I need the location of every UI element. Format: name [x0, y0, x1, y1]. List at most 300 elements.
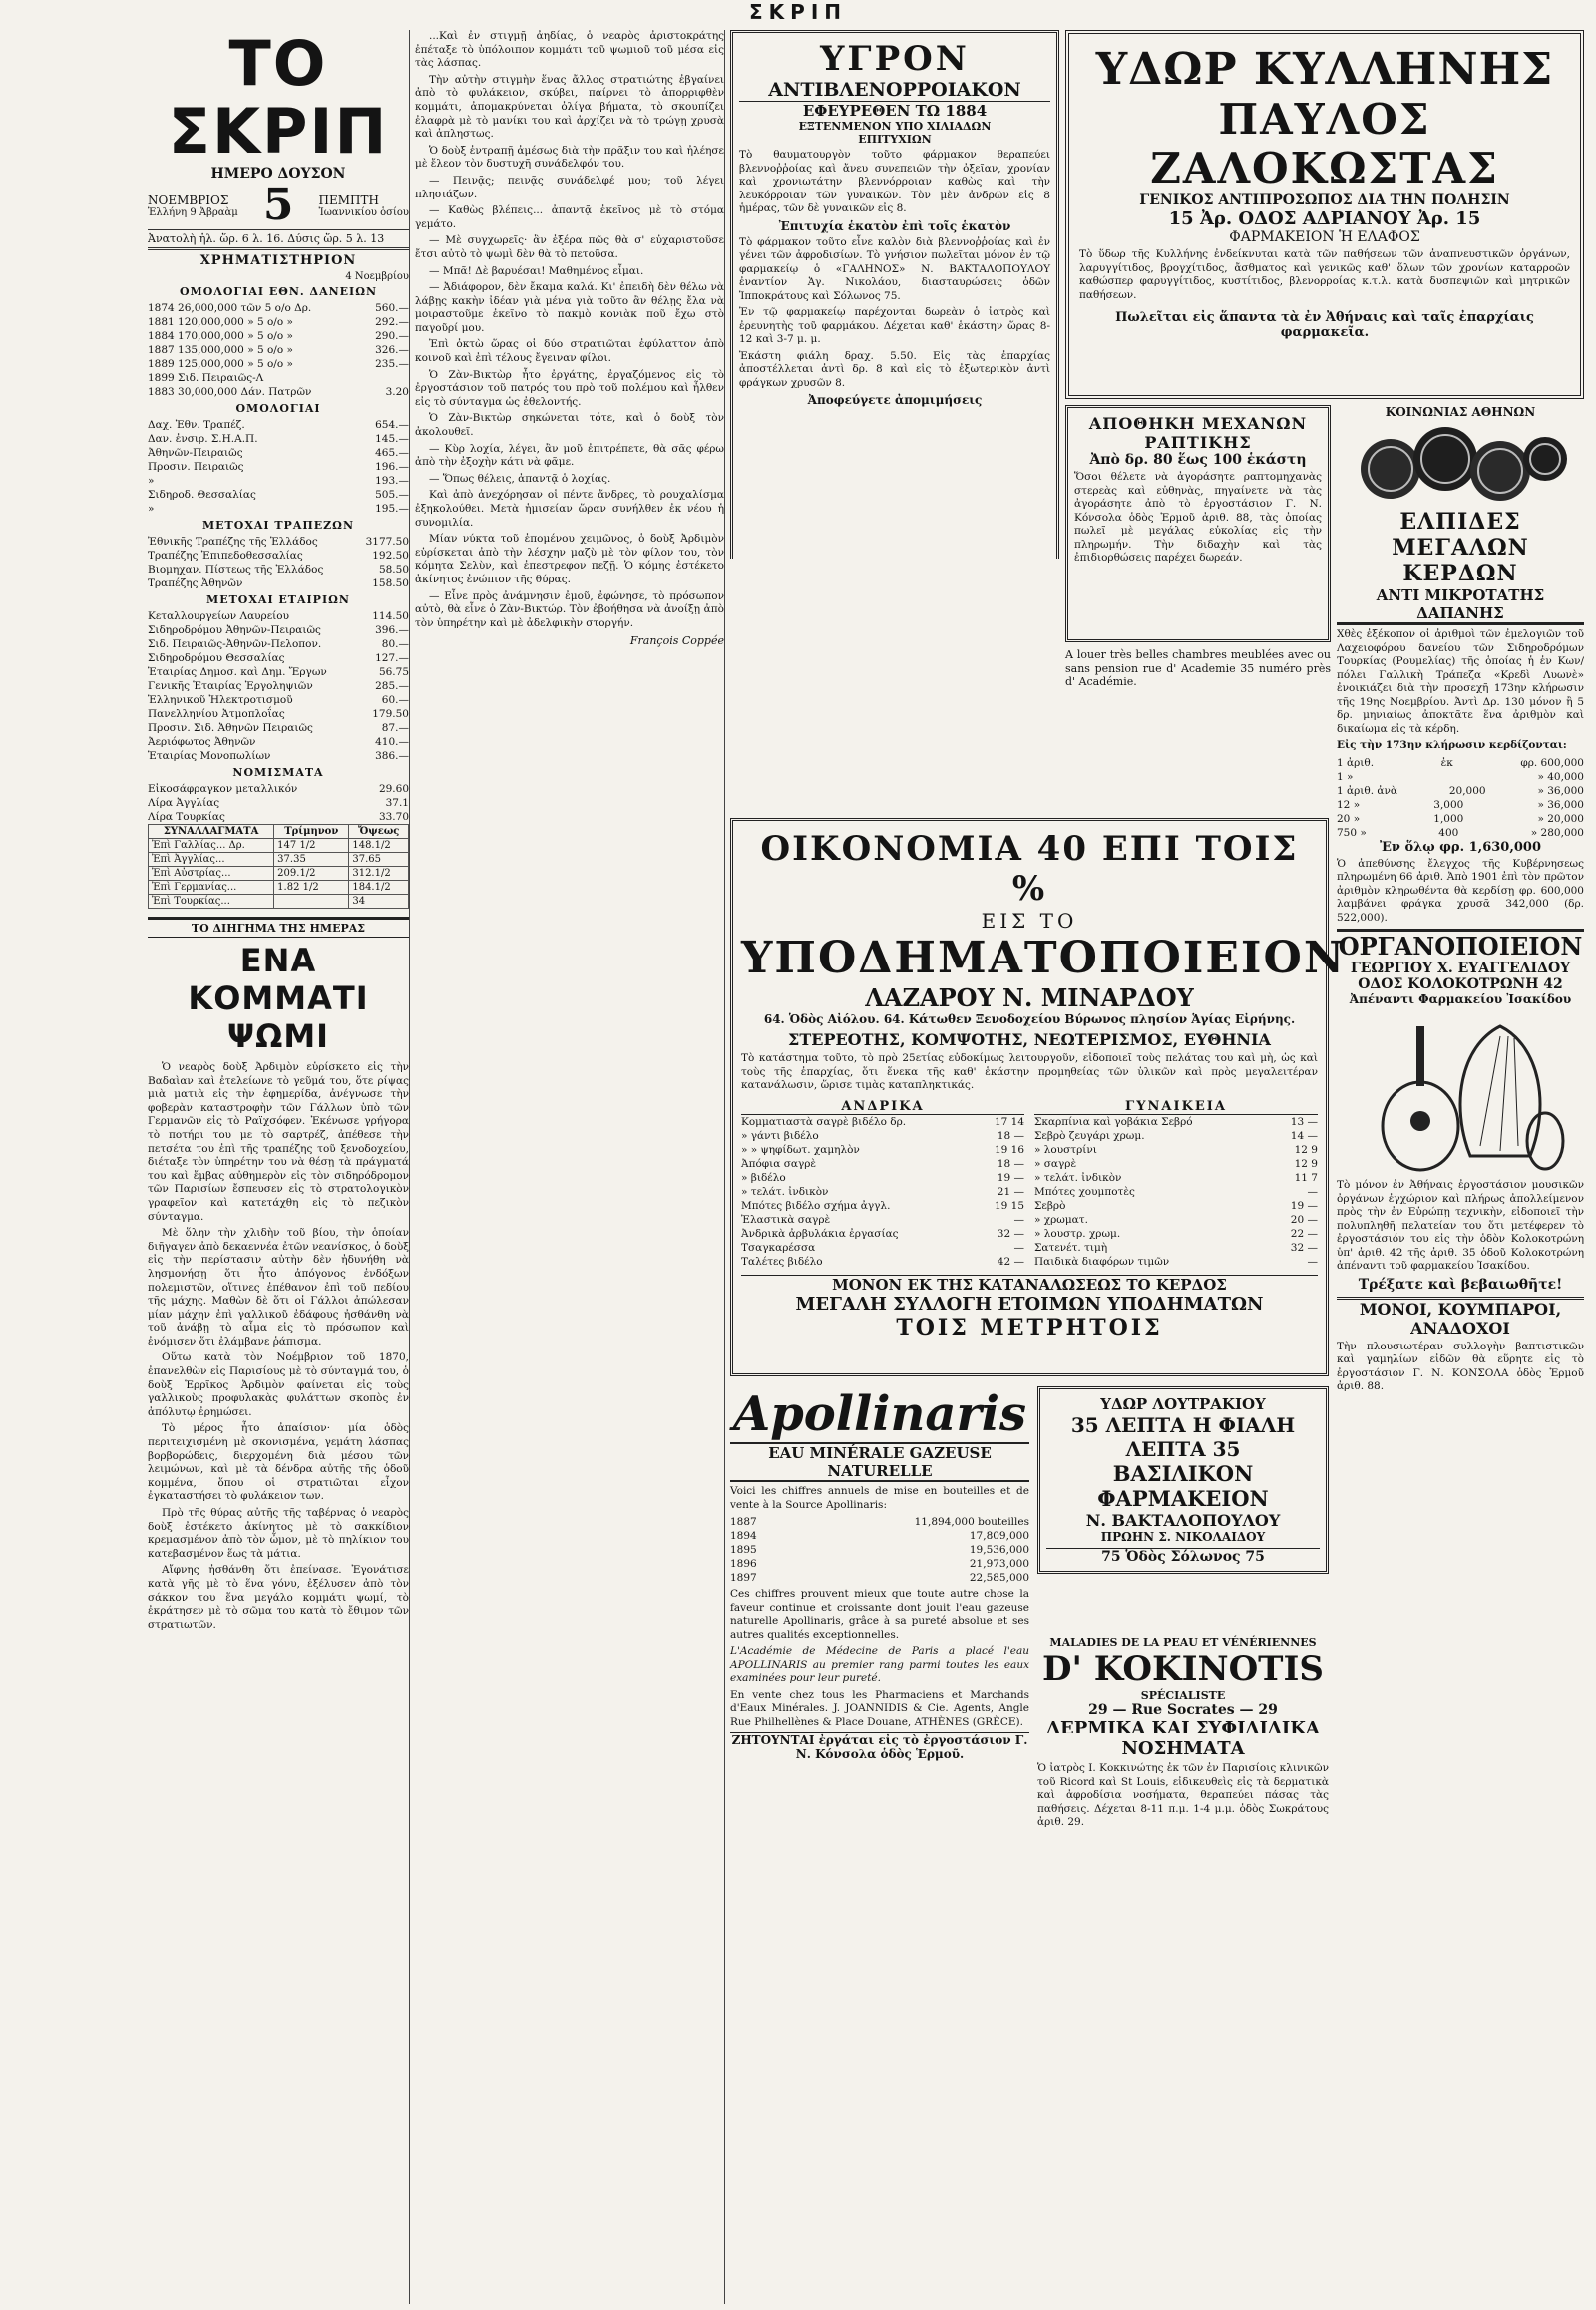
loan-row — [148, 315, 409, 329]
money-title: ΝΟΜΙΣΜΑΤΑ — [232, 766, 324, 779]
stat-row-cell-1: 19,536,000 — [969, 1544, 1029, 1556]
story-paragraph: — Ἀδιάφορον, δὲν ἔκαμα καλά. Κι' ἐπειδὴ δὲν θέλω νὰ λάβῃς κακὴν ἰδέαν γιὰ μένα γιὰ τοῦτο ἂν θέλῃς ἔλα νὰ μοιραστοῦμε ἐκεῖνο τὸ πακμὸ κονιὰκ ποῦ ἔχω στὸ παγοῦρί μου. — [415, 281, 724, 334]
kokinotis-name: D' KOKINOTIS — [1042, 1649, 1324, 1689]
women-price-row-cell-0: Σατενέτ. τιμὴ — [1034, 1241, 1108, 1254]
prize-row-cell-0: 1 ἀριθ. ἀνὰ — [1337, 784, 1397, 797]
company-row-cell-1: 127.— — [375, 652, 409, 664]
men-price-row-cell-1: 18 — — [997, 1129, 1024, 1142]
bond-row-cell-1: 195.— — [375, 503, 409, 515]
loan-row-cell-1: 3.20 — [385, 386, 409, 398]
share-row — [148, 563, 409, 577]
men-price-row-cell-1: — — [1013, 1213, 1024, 1226]
economy-foot2: ΜΕΓΑΛΗ ΣΥΛΛΟΓΗ ΕΤΟΙΜΩΝ ΥΠΟΔΗΜΑΤΩΝ — [795, 1293, 1264, 1315]
column-market — [148, 30, 410, 2304]
company-row-cell-0: Ἀεριόφωτος Ἀθηνῶν — [148, 736, 256, 748]
loan-row-cell-1: 290.— — [375, 330, 409, 342]
story-paragraph: Μὲ ὅλην τὴν χλιδὴν τοῦ βίου, τὴν ὁποίαν διῆγαγεν ἀπὸ δεκαεννέα ἐτῶν νεανίσκος, ὁ δοὺξ εἰς τὴν περίστασιν αὐτὴν δὲν ἠδυνήθη νὰ λησμονήσῃ ὅτι ἦτο ἀπόγονος ἐνδόξων πολεμιστῶν, οἵτινες ἐπέθανον ἐπὶ τοῦ πεδίου τῆς μάχης. Μαθὼν δὲ ὅτι οἱ Γάλλοι ἀπώλεσαν μίαν μάχην ἐπὶ γαλλικοῦ ἐδάφους ἠσθάνθη νὰ τοῦ ἀνάβῃ τὸ αἷμα εἰς τὸ πρόσωπον καὶ ἐνόμισεν ὅτι ἐλάμβανε ῥάπισμα. — [148, 1227, 409, 1348]
column-right — [1337, 405, 1584, 1397]
bond-row — [148, 446, 409, 460]
story-paragraph: — Ὅπως θέλεις, ἀπαντᾷ ὁ λοχίας. — [429, 472, 611, 485]
men-price-row-cell-0: Ταλέτες βιδέλο — [741, 1255, 823, 1268]
company-row-cell-0: Ἑταιρίας Δημοσ. καὶ Δημ. Ἔργων — [148, 666, 327, 678]
loan-row-cell-0: 1887 135,000,000 » 5 ο/ο » — [148, 344, 293, 356]
bonds-title: ΟΜΟΛΟΓΙΑΙ — [235, 402, 321, 415]
women-price-row-cell-0: » τελάτ. ἰνδικὸν — [1034, 1171, 1122, 1184]
company-row-cell-0: Σιδ. Πειραιῶς-Ἀθηνῶν-Πελοπον. — [148, 638, 322, 650]
women-price-row — [1034, 1143, 1318, 1157]
masthead-title: ΤΟ ΣΚΡΙΠ — [168, 30, 389, 168]
apotheke-title: ΑΠΟΘΗΚΗ ΜΕΧΑΝΩΝ ΡΑΠΤΙΚΗΣ — [1088, 414, 1308, 452]
fx-cell-1: 209.1/2 — [274, 867, 349, 881]
company-row-cell-1: 285.— — [375, 680, 409, 692]
lottery-header: ΚΟΙΝΩΝΙΑΣ ΑΘΗΝΩΝ — [1385, 405, 1536, 419]
share-row-cell-0: Τραπέζης Ἐπιπεδοθεσσαλίας — [148, 550, 303, 562]
prize-row-cell-2: φρ. 600,000 — [1520, 756, 1584, 769]
women-price-row-cell-0: Σεβρὸ — [1034, 1199, 1066, 1212]
loan-row — [148, 343, 409, 357]
women-price-row — [1034, 1213, 1318, 1227]
bond-row-cell-0: Σιδηροδ. Θεσσαλίας — [148, 489, 256, 501]
kokinotis-diseases: ΝΟΣΗΜΑΤΑ — [1121, 1738, 1245, 1759]
women-price-row-cell-1: — — [1307, 1185, 1318, 1198]
share-row-cell-0: Βιομηχαν. Πίστεως τῆς Ἑλλάδος — [148, 564, 324, 576]
fx-header-2: Ὄψεως — [349, 825, 409, 839]
money-row-cell-0: Λίρα Ἀγγλίας — [148, 797, 220, 809]
fx-cell-1 — [274, 895, 349, 909]
men-price-row-cell-1: 19 15 — [994, 1199, 1024, 1212]
bond-row-cell-0: » — [148, 503, 155, 515]
company-row — [148, 735, 409, 749]
loan-row-cell-0: 1889 125,000,000 » 5 ο/ο » — [148, 358, 293, 370]
story-paragraph: — Εἶνε πρὸς ἀνάμνησιν ἐμοῦ, ἐφώνησε, τὸ πρόσωπον αὐτὸ, θὰ εἶνε ὁ Ζὰν-Βικτώρ. Τὸν ἐβοήθησα νὰ ἀνοίξῃ ἀπὸ τὸν ὑπηρέτην καὶ μὲ ἀδελφικὴν στοργήν. — [415, 589, 724, 629]
loan-row-cell-1: 560.— — [375, 302, 409, 314]
women-price-row-cell-1: 11 7 — [1294, 1171, 1318, 1184]
bonds-list — [148, 418, 409, 516]
men-price-row-cell-0: » » ψηφίδωτ. χαμηλὸν — [741, 1143, 860, 1156]
stat-row-cell-1: 22,585,000 — [969, 1572, 1029, 1584]
ad-economy — [730, 818, 1347, 1376]
fx-row — [149, 881, 409, 895]
kokinotis-body: Ὁ ἰατρὸς Ι. Κοκκινώτης ἐκ τῶν ἐν Παρισίοις κλινικῶν τοῦ Ricord καὶ St Louis, εἰδικευθεὶς εἰς τὰ δερματικὰ καὶ ἀφροδίσια νοσήματα, θεραπεύει πάσας τὰς παθήσεις. Δέχεται 8-11 π.μ. 1-4 μ.μ. ὁδὸς Σωκράτους ἀριθ. 29. — [1037, 1762, 1329, 1828]
organ-address: ΟΔΟΣ ΚΟΛΟΚΟΤΡΩΝΗ 42 — [1358, 976, 1563, 992]
loans-list — [148, 301, 409, 399]
company-row-cell-1: 87.— — [381, 722, 409, 734]
ad-kyllini — [1065, 30, 1584, 399]
company-row-cell-0: Ἑλληνικοῦ Ἠλεκτροτισμοῦ — [148, 694, 293, 706]
loutraki-price: 35 ΛΕΠΤΑ Η ΦΙΑΛΗ ΛΕΠΤΑ 35 — [1070, 1413, 1296, 1461]
month: ΝΟΕΜΒΡΙΟΣ — [148, 192, 229, 207]
company-row — [148, 637, 409, 651]
women-price-row-cell-1: 19 — — [1290, 1199, 1318, 1212]
col3-mid — [730, 567, 1059, 814]
stat-row — [730, 1571, 1029, 1585]
lottery-subtitle: ΑΝΤΙ ΜΙΚΡΟΤΑΤΗΣ ΔΑΠΑΝΗΣ — [1337, 586, 1584, 625]
loan-row-cell-0: 1883 30,000,000 Δάν. Πατρῶν — [148, 386, 312, 398]
market-title: ΧΡΗΜΑΤΙΣΤΗΡΙΟΝ — [200, 253, 357, 268]
economy-to: ΕΙΣ ΤΟ — [981, 909, 1078, 933]
rooms-ad: A louer très belles chambres meublées avec ou sans pension rue d' Academie 35 numéro près d' Académie. — [1065, 648, 1331, 688]
apollinaris-tagline: EAU MINÉRALE GAZEUSE NATURELLE — [730, 1442, 1029, 1482]
company-row — [148, 707, 409, 721]
loan-row — [148, 357, 409, 371]
kyllini-address: 15 Ἀρ. ΟΔΟΣ ΑΔΡΙΑΝΟΥ Ἀρ. 15 — [1168, 208, 1481, 229]
loan-row-cell-0: 1881 120,000,000 » 5 ο/ο » — [148, 316, 293, 328]
fx-cell-0: Ἐπὶ Γερμανίας... — [149, 881, 274, 895]
bond-row-cell-1: 196.— — [375, 461, 409, 473]
share-row — [148, 577, 409, 590]
stat-row-cell-0: 1896 — [730, 1558, 757, 1570]
loan-row-cell-0: 1874 26,000,000 τῶν 5 ο/ο Δρ. — [148, 302, 312, 314]
share-row-cell-0: Τραπέζης Ἀθηνῶν — [148, 578, 243, 589]
apollinaris-quote: L'Académie de Médecine de Paris a placé l'eau APOLLINARIS au premier rang parmi toutes les eaux examinées pour leur pureté. — [730, 1645, 1029, 1684]
bond-row — [148, 460, 409, 474]
story-band: ΤΟ ΔΙΗΓΗΜΑ ΤΗΣ ΗΜΕΡΑΣ — [148, 917, 409, 938]
men-price-row — [741, 1255, 1024, 1269]
stat-row-cell-0: 1895 — [730, 1544, 757, 1556]
loan-row — [148, 371, 409, 385]
story-paragraph: — Καθὼς βλέπεις... ἀπαντᾷ ἐκεῖνος μὲ τὸ στόμα γεμάτο. — [415, 204, 724, 230]
bond-row-cell-0: Δαν. ἐνσιρ. Σ.Η.Α.Π. — [148, 433, 258, 445]
loutraki-owner: Ν. ΒΑΚΤΑΛΟΠΟΥΛΟΥ — [1085, 1511, 1281, 1530]
prize-row-cell-1: 20,000 — [1448, 784, 1486, 797]
economy-title: ΟΙΚΟΝΟΜΙΑ 40 ΕΠΙ ΤΟΙΣ % — [760, 829, 1299, 909]
stat-row-cell-1: 21,973,000 — [969, 1558, 1029, 1570]
fx-row — [149, 895, 409, 909]
men-price-row — [741, 1143, 1024, 1157]
prizes-total: Ἐν ὅλῳ φρ. 1,630,000 — [1380, 839, 1541, 855]
men-price-row-cell-0: Κομματιαστὰ σαγρὲ βιδέλο δρ. — [741, 1115, 907, 1128]
bond-row-cell-0: Δαχ. Ἐθν. Τραπέζ. — [148, 419, 245, 431]
ygron-price: Ἑκάστη φιάλη δραχ. 5.50. Εἰς τὰς ἐπαρχίας ἀποστέλλεται ἀντὶ δρ. 8 καὶ εἰς τὸ ἐξωτερικὸν ἀντὶ φράγκων χρυσῶν 8. — [739, 349, 1050, 389]
men-price-row — [741, 1227, 1024, 1241]
ygron-subtitle: ΑΝΤΙΒΛΕΝΟΡΡΟΙΑΚΟΝ — [768, 79, 1021, 101]
share-row-cell-1: 58.50 — [378, 564, 409, 576]
stat-row — [730, 1557, 1029, 1571]
stat-row — [730, 1543, 1029, 1557]
apollinaris-foot: ΖΗΤΟΥΝΤΑΙ ἐργάται εἰς τὸ ἐργοστάσιον Γ. Ν. Κόνσολα ὁδὸς Ἑρμοῦ. — [731, 1733, 1028, 1761]
money-row-cell-1: 29.60 — [378, 783, 409, 795]
prize-row-cell-1: 3,000 — [1433, 798, 1464, 811]
women-price-row-cell-0: » λουστρίνι — [1034, 1143, 1097, 1156]
men-price-row-cell-1: 42 — — [997, 1255, 1024, 1268]
ygron-line5: ΕΠΙΤΥΧΙΩΝ — [858, 133, 932, 146]
economy-slogan: ΣΤΕΡΕΟΤΗΣ, ΚΟΜΨΟΤΗΣ, ΝΕΩΤΕΡΙΣΜΟΣ, ΕΥΘΗΝΙΑ — [788, 1030, 1271, 1049]
men-price-row — [741, 1199, 1024, 1213]
fx-cell-0: Ἐπὶ Ἀγγλίας... — [149, 853, 274, 867]
prize-row-cell-1: ἐκ — [1440, 756, 1453, 769]
company-row-cell-1: 114.50 — [372, 610, 409, 622]
prize-row-cell-2: » 20,000 — [1537, 812, 1584, 825]
coins-illustration — [1337, 419, 1584, 509]
loan-row-cell-1: 235.— — [375, 358, 409, 370]
bond-row — [148, 474, 409, 488]
prize-row — [1337, 798, 1584, 812]
ygron-box — [730, 30, 1059, 559]
fx-cell-2: 312.1/2 — [349, 867, 409, 881]
left-note: Ἑλλήνη 9 Ἀβραὰμ — [148, 206, 238, 218]
women-price-row-cell-0: » λουστρ. χρωμ. — [1034, 1227, 1121, 1240]
story-paragraph: Αἴφνης ἠσθάνθη ὅτι ἐπείνασε. Ἐγονάτισε κατὰ γῆς μὲ τὸ ἕνα γόνυ, ἐξέλυσεν ἀπὸ τὸν σάκκον του ἕνα μεγάλο κομμάτι ψωμί, τὸ ἐκράτησεν μὲ τὸ σῶμα του κατὰ τὸ ἔθιμον τῶν στρατιωτῶν. — [148, 1564, 409, 1631]
money-row — [148, 810, 409, 824]
story-paragraph: Ἐπὶ ὀκτὼ ὥρας οἱ δύο στρατιῶται ἐφύλαττον ἀπὸ κοινοῦ καὶ ἐπὶ τέλους ἔγειναν φίλοι. — [415, 338, 724, 365]
company-row-cell-1: 386.— — [375, 750, 409, 762]
stat-row — [730, 1515, 1029, 1529]
company-row — [148, 623, 409, 637]
women-price-row — [1034, 1241, 1318, 1255]
company-row-cell-0: Κεταλλουργείων Λαυρείου — [148, 610, 289, 622]
loan-row — [148, 385, 409, 399]
women-price-row-cell-1: 12 9 — [1294, 1143, 1318, 1156]
men-price-row — [741, 1129, 1024, 1143]
apollinaris-body: Ces chiffres prouvent mieux que toute autre chose la faveur continue et croissante dont jouit l'eau gazeuse naturelle Apollinaris, grâce à sa pureté absolue et ses autres qualités exceptionnelles. — [730, 1588, 1029, 1641]
women-price-row-cell-1: 14 — — [1290, 1129, 1318, 1142]
prizes-list — [1337, 756, 1584, 840]
lottery-body2: Ὁ ἀπεθύνσης ἔλεγχος τῆς Κυβέρνησεως πληρωμένη 66 ἀριθ. Ἀπὸ 1901 ἐπὶ τὸν πρῶτον ἀριθμὸν κληρωθέντα θὰ κερδίσῃ φρ. 600,000 λαμβάνει φράγκα χρυσᾶ 342,000 (δρ. 522,000). — [1337, 857, 1584, 924]
prize-row-cell-0: 1 ἀριθ. — [1337, 756, 1375, 769]
company-row-cell-1: 179.50 — [372, 708, 409, 720]
fx-row — [149, 867, 409, 881]
story-text-col1 — [148, 1061, 409, 1632]
organ-location: Ἀπέναντι Φαρμακείου Ἰσακίδου — [1349, 992, 1572, 1006]
men-price-row-cell-0: Ἀνδρικὰ ἀρβυλάκια ἐργασίας — [741, 1227, 899, 1240]
women-price-row — [1034, 1115, 1318, 1129]
story-paragraph: Τὴν αὐτὴν στιγμὴν ἕνας ἄλλος στρατιώτης ἐβγαίνει ἀπὸ τὸ φυλάκειον, σκύβει, παίρνει τὸ ἀπορριφθὲν κομμάτι, ἀπομακρύνεται ὀλίγα βήματα, τὸ σκουπίζει ἐλαφρὰ μὲ τὸ μανίκι του καὶ ἀρχίζει νὰ τὸ τρώγῃ χρυσὰ καὶ ἀπληστως. — [415, 73, 724, 141]
company-row — [148, 651, 409, 665]
prize-row-cell-1: 1,000 — [1433, 812, 1464, 825]
companies-list — [148, 609, 409, 763]
bond-row — [148, 432, 409, 446]
company-row — [148, 665, 409, 679]
women-price-row-cell-1: 32 — — [1290, 1241, 1318, 1254]
loan-row-cell-0: 1884 170,000,000 » 5 ο/ο » — [148, 330, 293, 342]
share-row-cell-1: 158.50 — [372, 578, 409, 589]
prize-row-cell-0: 12 » — [1337, 798, 1361, 811]
prize-row-cell-2: » 40,000 — [1537, 770, 1584, 783]
money-row-cell-1: 33.70 — [378, 811, 409, 823]
story-paragraph: Τὸ μέρος ἦτο ἀπαίσιον· μία ὁδὸς περιτειχισμένη μὲ σκονισμένα, γεμάτη λάσπας βορβορώδεις, διερχομένη διὰ μέσου τῶν λειμώνων, καὶ μὲ τὰ δένδρα αὐτῆς τῆς ὁδοῦ κομμένα, ὅπου οἱ στρατιῶται εἶχον ἐγκαταστήσει τὸ φυλάκειον των. — [148, 1422, 409, 1503]
story-paragraph: Ὁ δοὺξ ἐντραπῇ ἀμέσως διὰ τὴν πρᾶξιν του καὶ ἠλέησε μὲ ἔλεον τὸν δυστυχῆ συνάδελφόν του. — [415, 144, 724, 171]
prize-row-cell-2: » 36,000 — [1537, 784, 1584, 797]
women-title: ΓΥΝΑΙΚΕΙΑ — [1034, 1099, 1318, 1115]
apollinaris-stats — [730, 1515, 1029, 1585]
apotheke-box — [1065, 405, 1331, 642]
kokinotis-address: 29 — Rue Socrates — 29 — [1088, 1702, 1278, 1718]
kyllini-body: Τὸ ὕδωρ τῆς Κυλλήνης ἐνδείκνυται κατὰ τῶν παθήσεων τῶν ἀναπνευστικῶν ὀργάνων, λαρυγγίτιδος, βρογχίτιδος, ἄσθματος καὶ γενικῶς καθ' ὅλων τῶν χρονίων καταρροῶν καθώσπερ φαρυγγίτιδος, κυστίτιδος, βλενορροίας κ.τ.λ. κατὰ δυσπεψιῶν καὶ μητρικῶν παθήσεων. — [1079, 248, 1570, 301]
women-price-row-cell-0: Σεβρὸ ζευγάρι χρωμ. — [1034, 1129, 1145, 1142]
dateline — [148, 182, 409, 229]
fx-row — [149, 853, 409, 867]
company-row-cell-1: 410.— — [375, 736, 409, 748]
kyllini-name: ΠΑΥΛΟΣ ΖΑΛΟΚΩΣΤΑΣ — [1150, 95, 1499, 192]
women-price-row-cell-0: Μπότες χουμποτὲς — [1034, 1185, 1135, 1198]
prize-row — [1337, 756, 1584, 770]
bond-row-cell-0: » — [148, 475, 155, 487]
prize-row-cell-0: 750 » — [1337, 826, 1367, 839]
company-row-cell-1: 56.75 — [378, 666, 409, 678]
money-row-cell-0: Εἰκοσάφραγκον μεταλλικόν — [148, 783, 298, 795]
bond-row-cell-0: Ἀθηνῶν-Πειραιῶς — [148, 447, 243, 459]
men-price-row-cell-0: Ἐλαστικὰ σαγρὲ — [741, 1213, 831, 1226]
ygron-body3: Ἐν τῷ φαρμακείῳ παρέχονται δωρεὰν ὁ ἰατρὸς καὶ ἐρευνητὴς τοῦ φαρμάκου. Δέχεται καθ' ἑκάστην ὥρας 8-12 καὶ 3-7 μ. μ. — [739, 306, 1050, 345]
fx-cell-1: 37.35 — [274, 853, 349, 867]
men-price-row-cell-0: Ἀπόφια σαγρὲ — [741, 1157, 817, 1170]
story-paragraph: — Πεινᾷς; πεινᾷς συνάδελφέ μου; τοῦ λέγει πλησιάζων. — [415, 174, 724, 200]
fx-cell-1: 1.82 1/2 — [274, 881, 349, 895]
organ-footer: Τρέξατε καὶ βεβαιωθῆτε! — [1358, 1276, 1563, 1293]
company-row — [148, 749, 409, 763]
story-paragraph: Ὁ νεαρὸς δοὺξ Ἀρδιμὸν εὑρίσκετο εἰς τὴν Βαδαὶαν καὶ ἐτελείωνε τὸ γεῦμά του, ὅτε ρίψας μιὰ ματιὰ εἰς τὴν ἐφημερίδα, ἀνέγνωσε τὴν φοβερὰν καταστροφὴν τῶν Γάλλων ὑπὸ τῶν Γερμανῶν εἰς τὸ Ραϊχσόφεν. Ἐκένωσε γρήγορα τὸ ποτήρι του με τὸ σαρτρέζ, ἀπέθεσε τὴν πετσέτα του ἐπὶ τῆς τραπέζης τοῦ ξενοδοχείου, διέταξε τὸν ὑπηρέτην του νὰ θέσῃ τὰ πράγματά του καὶ ἔμβας αὐθημερὸν εἰς τὸν σιδηρόδρομον τῶν Παρισίων ἔσπευσεν εἰς τὸ στρατολογικὸν γραφεῖον καὶ κατετάχθη εἰς τὸ πεζικὸν σύνταγμα. — [148, 1061, 409, 1223]
day-number: 5 — [262, 180, 294, 230]
money-row — [148, 782, 409, 796]
loan-row-cell-1: 326.— — [375, 344, 409, 356]
women-price-row — [1034, 1129, 1318, 1143]
women-price-row — [1034, 1171, 1318, 1185]
bond-row-cell-1: 465.— — [375, 447, 409, 459]
shares-list — [148, 535, 409, 590]
ygron-year: ΕΦΕΥΡΕΘΕΝ ΤΩ 1884 — [739, 101, 1050, 120]
bond-row — [148, 488, 409, 502]
company-row-cell-0: Πανελληνίου Ἀτμοπλοΐας — [148, 708, 285, 720]
story-paragraph: — Κὺρ λοχία, λέγει, ἂν μοῦ ἐπιτρέπετε, θὰ σᾶς φέρω ἀπὸ τὴν ἐξοχὴν κάτι νὰ φᾶμε. — [415, 442, 724, 469]
fx-cell-0: Ἐπὶ Αὐστρίας... — [149, 867, 274, 881]
fx-row — [149, 839, 409, 853]
prize-row-cell-1: 400 — [1438, 826, 1459, 839]
company-row — [148, 679, 409, 693]
bond-row-cell-1: 654.— — [375, 419, 409, 431]
men-price-row-cell-1: 19 — — [997, 1171, 1024, 1184]
men-price-row-cell-1: 21 — — [997, 1185, 1024, 1198]
women-price-row — [1034, 1157, 1318, 1171]
story-paragraph: — Μπᾶ! Δὲ βαρυέσαι! Μαθημένος εἶμαι. — [429, 264, 644, 277]
story-paragraph: — Μὲ συγχωρεῖς· ἂν ἐξέρα πῶς θὰ σ' εὐχαριστοῦσε ἔτσι αὐτὸ τὸ ψωμὶ δὲν θὰ τὸ πετοῦσα. — [415, 234, 724, 260]
women-price-row — [1034, 1255, 1318, 1269]
men-price-row — [741, 1115, 1024, 1129]
kyllini-line3: ΓΕΝΙΚΟΣ ΑΝΤΙΠΡΟΣΩΠΟΣ ΔΙΑ ΤΗΝ ΠΟΛΗΣΙΝ — [1139, 192, 1510, 208]
men-price-row-cell-1: 17 14 — [994, 1115, 1024, 1128]
bond-row — [148, 418, 409, 432]
loan-row-cell-1 — [363, 371, 409, 385]
bond-row-cell-0: Προσιν. Πειραιῶς — [148, 461, 244, 473]
apollinaris-intro: Voici les chiffres annuels de mise en bouteilles et de vente à la Source Apollinaris: — [730, 1485, 1029, 1511]
economy-address: 64. Ὁδὸς Αἰόλου. 64. Κάτωθεν Ξενοδοχείου Βύρωνος πλησίον Ἁγίας Εἰρήνης. — [763, 1012, 1296, 1026]
lottery-title: ΕΛΠΙΔΕΣ ΜΕΓΑΛΩΝ ΚΕΡΔΩΝ — [1392, 509, 1529, 586]
women-price-row — [1034, 1185, 1318, 1199]
apotheke-price: Ἀπὸ δρ. 80 ἕως 100 ἑκάστη — [1089, 452, 1307, 468]
story-title: ΕΝΑ ΚΟΜΜΑΤΙ ΨΩΜΙ — [188, 942, 369, 1055]
women-price-row-cell-1: 20 — — [1290, 1213, 1318, 1226]
ygron-footer: Ἀποφεύγετε ἀπομιμήσεις — [807, 393, 983, 407]
men-price-row-cell-0: Μπότες βιδέλο σχήμα ἀγγλ. — [741, 1199, 891, 1212]
prize-row — [1337, 826, 1584, 840]
company-row-cell-0: Ἑταιρίας Μονοπωλίων — [148, 750, 271, 762]
weekday: ΠΕΜΠΤΗ — [318, 192, 379, 207]
prize-row — [1337, 812, 1584, 826]
fx-cell-1: 147 1/2 — [274, 839, 349, 853]
men-price-row-cell-0: » βιδέλο — [741, 1171, 786, 1184]
company-row-cell-1: 396.— — [375, 624, 409, 636]
monoi-body: Τὴν πλουσιωτέραν συλλογὴν βαπτιστικῶν καὶ γαμηλίων εἰδῶν θὰ εὕρητε εἰς τὸ ἐργοστάσιον Γ. Ν. ΚΟΝΣΟΛΑ ὁδὸς Ἑρμοῦ ἀριθ. 88. — [1337, 1340, 1584, 1392]
ad-apollinaris — [730, 1386, 1029, 1761]
sun-times: Ἀνατολὴ ἡλ. ὥρ. 6 λ. 16. Δύσις ὥρ. 5 λ. 13 — [148, 229, 409, 250]
kyllini-pharmacy: ΦΑΡΜΑΚΕΙΟΝ Ἡ ΕΛΑΦΟΣ — [1229, 229, 1420, 245]
apotheke-body: Ὅσοι θέλετε νὰ ἀγοράσητε ραπτομηχανὰς στερεὰς καὶ εὐθηνὰς, πηγαίνετε νὰ τὰς ἀγοράσητε ἀπὸ τὸ ἐργοστάσιον Γ. Ν. Κόνσολα ὁδὸς Ἑρμοῦ ἀριθ. 88, τὰς ὁποίας πωλεῖ μὲ μεγάλας εὐκολίας εἰς τὴν πληρωμήν. Τὴν διδαχὴν καὶ τὰς ἐπιδιορθώσεις παρέχει δωρεάν. — [1074, 471, 1322, 564]
bond-row — [148, 502, 409, 516]
company-row — [148, 721, 409, 735]
company-row-cell-1: 60.— — [381, 694, 409, 706]
fx-header-1: Τρίμηνον — [274, 825, 349, 839]
economy-owner: ΛΑΖΑΡΟΥ Ν. ΜΙΝΑΡΔΟΥ — [865, 983, 1194, 1012]
women-price-row-cell-1: 13 — — [1290, 1115, 1318, 1128]
money-row-cell-0: Λίρα Τουρκίας — [148, 811, 225, 823]
fx-cell-2: 184.1/2 — [349, 881, 409, 895]
kokinotis-skin: ΔΕΡΜΙΚΑ ΚΑΙ ΣΥΦΙΛΙΔΙΚΑ — [1046, 1718, 1320, 1738]
loans-title: ΟΜΟΛΟΓΙΑΙ ΕΘΝ. ΔΑΝΕΙΩΝ — [179, 285, 378, 298]
ad-kokinotis — [1037, 1636, 1329, 1833]
kokinotis-specialist: SPÉCIALISTE — [1140, 1689, 1226, 1702]
men-price-row — [741, 1171, 1024, 1185]
story-paragraph: Ὁ Ζὰν-Βικτὼρ ἦτο ἐργάτης, ἐργαζόμενος εἰς τὸ ἐργοστάσιον τοῦ πατρός του πρὸ τοῦ πολέμου καὶ ἦλθεν εἰς τὸ σύνταγμα ὡς ἐθελοντής. — [415, 368, 724, 408]
story-signature: François Coppée — [629, 634, 724, 648]
ygron-title: ΥΓΡΟΝ — [820, 39, 970, 79]
share-row-cell-1: 3177.50 — [365, 536, 409, 548]
share-row — [148, 535, 409, 549]
men-price-row-cell-0: Τσαγκαρέσσα — [741, 1241, 816, 1254]
loutraki-title: ΥΔΩΡ ΛΟΥΤΡΑΚΙΟΥ — [1100, 1395, 1266, 1413]
women-list — [1034, 1115, 1318, 1269]
prize-row — [1337, 784, 1584, 798]
fx-cell-0: Ἐπὶ Γαλλίας... Δρ. — [149, 839, 274, 853]
prize-row-cell-0: 1 » — [1337, 770, 1354, 783]
bond-row-cell-1: 193.— — [375, 475, 409, 487]
stat-row-cell-1: 17,809,000 — [969, 1530, 1029, 1542]
story-paragraph: Μίαν νύκτα τοῦ ἐπομένου χειμῶνος, ὁ δοὺξ Ἀρδιμὸν εὑρίσκεται ἀπὸ τὴν λέσχην μαζὺ μὲ τὸν φίλον του, τὸν κόμητα Σελὺν, καὶ ἐπεστρεφον πεζῇ. Ὁ κόμης ἐστέκετο ἀκίνητος ἐνώπιον τῆς θύρας. — [415, 533, 724, 585]
money-row-cell-1: 37.1 — [385, 797, 409, 809]
kyllini-footer: Πωλεῖται εἰς ἅπαντα τὰ ἐν Ἀθήναις καὶ ταῖς ἐπαρχίαις φαρμακεῖα. — [1115, 310, 1534, 340]
stat-row-cell-0: 1894 — [730, 1530, 757, 1542]
prize-row-cell-0: 20 » — [1337, 812, 1361, 825]
money-list — [148, 782, 409, 824]
men-price-row — [741, 1213, 1024, 1227]
loutraki-former: ΠΡΩΗΝ Σ. ΝΙΚΟΛΑΙΔΟΥ — [1100, 1530, 1266, 1544]
loutraki-pharmacy: ΒΑΣΙΛΙΚΟΝ ΦΑΡΜΑΚΕΙΟΝ — [1097, 1461, 1269, 1511]
stat-row-cell-0: 1887 — [730, 1516, 757, 1528]
shares-title: ΜΕΤΟΧΑΙ ΤΡΑΠΕΖΩΝ — [201, 519, 354, 532]
prize-row-cell-2: » 280,000 — [1530, 826, 1584, 839]
prize-row-cell-2: » 36,000 — [1537, 798, 1584, 811]
men-price-row-cell-1: — — [1013, 1241, 1024, 1254]
prize-row — [1337, 770, 1584, 784]
fx-table — [148, 824, 409, 909]
women-price-row-cell-1: 22 — — [1290, 1227, 1318, 1240]
women-price-row-cell-0: » σαγρὲ — [1034, 1157, 1077, 1170]
organ-owner: ΓΕΩΡΓΙΟΥ Χ. ΕΥΑΓΓΕΛΙΔΟΥ — [1350, 961, 1571, 976]
right-note: Ἰωαννικίου ὁσίου — [318, 206, 409, 218]
story-paragraph: ...Καὶ ἐν στιγμῇ ἀηδίας, ὁ νεαρὸς ἀριστοκράτης ἐπέταξε τὸ ὑπόλοιπον κομμάτι τοῦ ψωμιοῦ τοῦ μέσα εἰς τὰς λάσπας. — [415, 30, 724, 70]
market-date: 4 Νοεμβρίου — [345, 271, 409, 282]
story-paragraph: Καὶ ἀπὸ ἀνεχόρησαν οἱ πέντε ἄνδρες, τὸ ρουχαλίσμα ἐξηκολούθει. Μετὰ ἡμισείαν ὥραν συνήλθεν ἐκ νέου ἡ συνομιλία. — [415, 489, 724, 529]
men-price-row-cell-0: » γάντι βιδέλο — [741, 1129, 819, 1142]
company-row-cell-0: Σιδηροδρόμου Ἀθηνῶν-Πειραιῶς — [148, 624, 321, 636]
fx-cell-2: 148.1/2 — [349, 839, 409, 853]
company-row-cell-0: Σιδηροδρόμου Θεσσαλίας — [148, 652, 285, 664]
prizes-title: Εἰς τὴν 173ην κλήρωσιν κερδίζονται: — [1337, 739, 1567, 751]
bond-row-cell-1: 505.— — [375, 489, 409, 501]
share-row-cell-1: 192.50 — [372, 550, 409, 562]
men-price-row-cell-1: 32 — — [997, 1227, 1024, 1240]
instruments-illustration — [1337, 1006, 1584, 1176]
fx-header-row — [149, 825, 409, 839]
kyllini-title: ΥΔΩΡ ΚΥΛΛΗΝΗΣ — [1095, 44, 1554, 95]
